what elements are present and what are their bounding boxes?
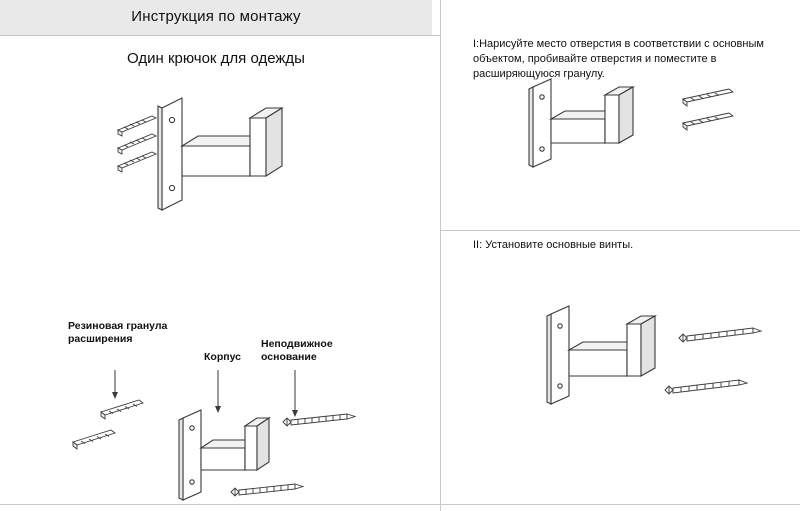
page-title: Инструкция по монтажу (131, 8, 301, 25)
hook-with-screws-illustration (525, 300, 775, 430)
hook-with-wall-anchors-illustration (505, 75, 765, 185)
page-subtitle: Один крючок для одежды (127, 50, 305, 67)
callout-fixed-base: Неподвижное основание (261, 338, 333, 363)
step-2-text: II: Установите основные винты. (473, 239, 634, 251)
callout-body: Корпус (204, 351, 241, 363)
callout-expansion-granule: Резиновая гранула расширения (68, 320, 168, 345)
exploded-parts-illustration (55, 370, 385, 505)
hook-assembly-overview-illustration (100, 90, 320, 230)
divider-right-column (441, 230, 800, 231)
divider-vertical (440, 0, 441, 511)
step-1-text: I:Нарисуйте место отверстия в соответствии с основным объектом, пробивайте отверстия и поместите в расширяющуюся гранулу. (473, 38, 764, 80)
divider-header (0, 35, 440, 36)
